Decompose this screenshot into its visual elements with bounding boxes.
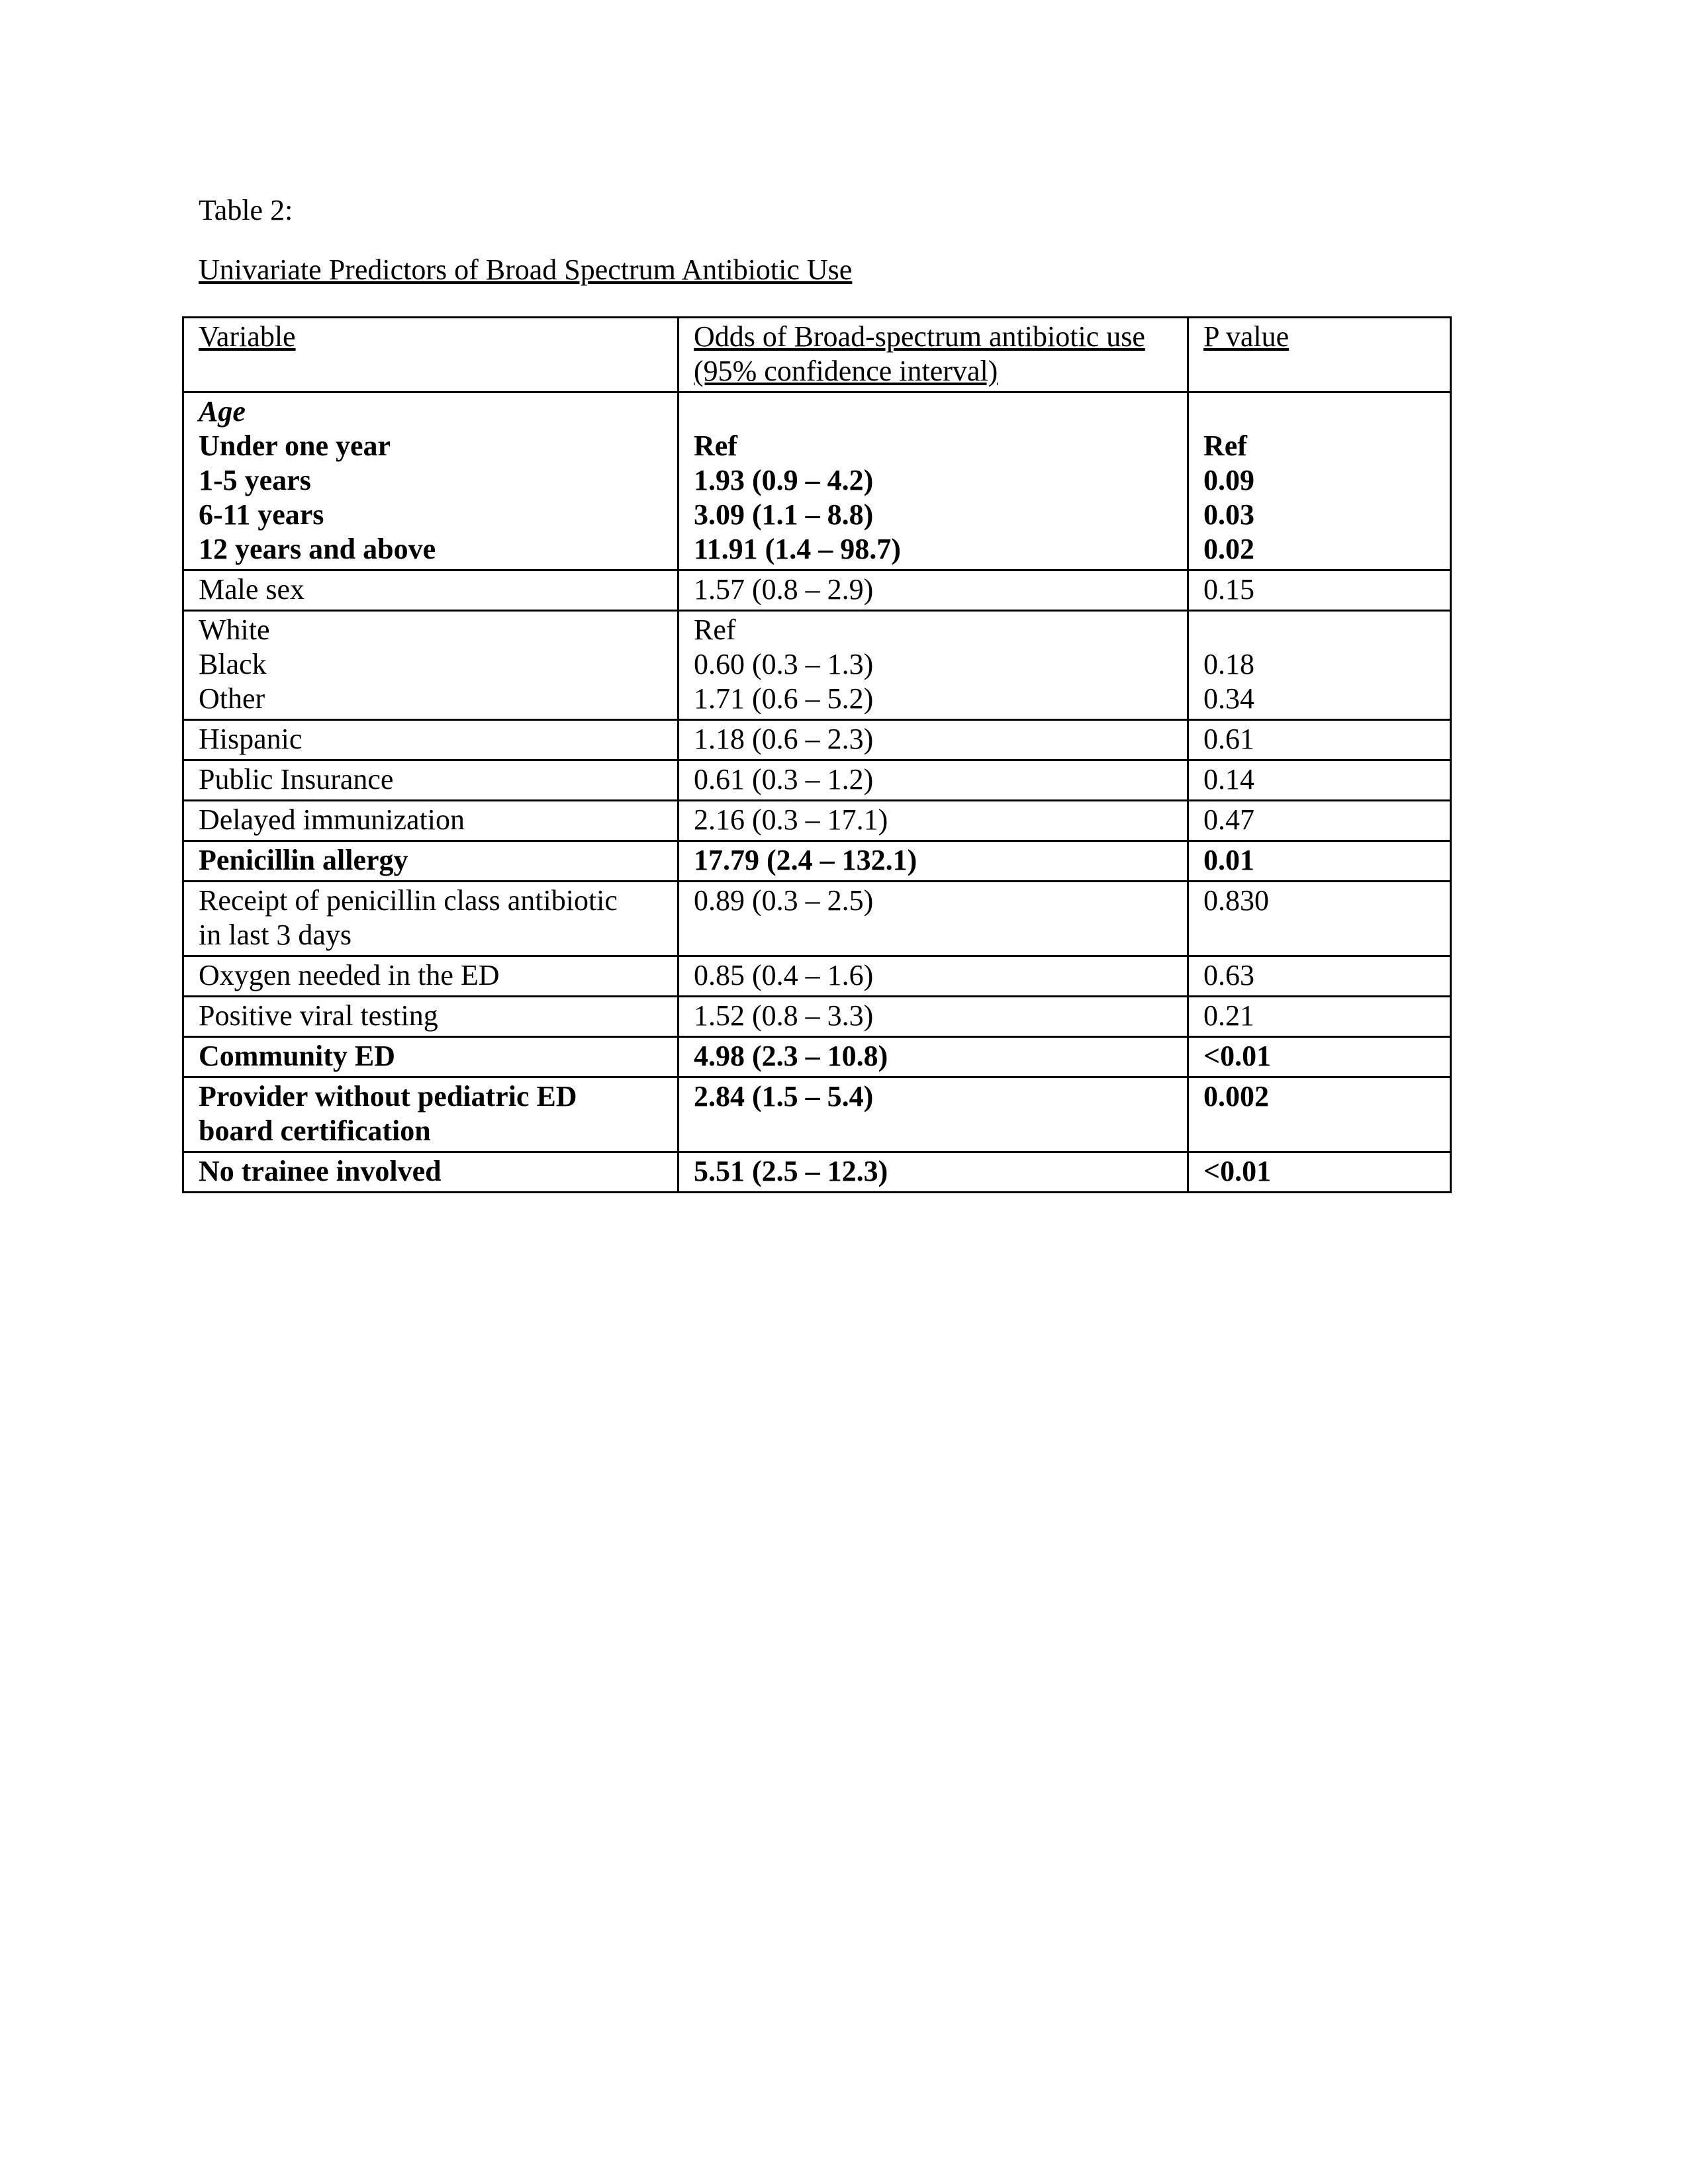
cell-variable-line: Penicillin allergy: [199, 844, 408, 876]
header-odds-line2: (95% confidence interval): [694, 355, 998, 387]
cell-variable: [183, 841, 679, 882]
cell-odds-line: 0.61 (0.3 – 1.2): [694, 763, 874, 796]
table-row: [183, 841, 1451, 882]
cell-variable-line: 12 years and above: [199, 533, 436, 565]
cell-p-value-line: Ref: [1203, 430, 1247, 462]
cell-variable: [183, 1152, 679, 1193]
cell-odds-line: 1.71 (0.6 – 5.2): [694, 682, 874, 715]
cell-odds-line: 17.79 (2.4 – 132.1): [694, 844, 917, 876]
cell-odds-line: 3.09 (1.1 – 8.8): [694, 498, 874, 531]
header-p-value-label: P value: [1203, 320, 1289, 353]
cell-variable-line: Hispanic: [199, 723, 303, 755]
cell-p-value-line: 0.14: [1203, 763, 1254, 796]
cell-odds-line: 11.91 (1.4 – 98.7): [694, 533, 901, 565]
cell-odds-line: 1.57 (0.8 – 2.9): [694, 573, 874, 606]
table-row: [183, 1152, 1451, 1193]
cell-p-value: [1188, 956, 1451, 997]
cell-odds-line: 1.18 (0.6 – 2.3): [694, 723, 874, 755]
cell-variable-line: in last 3 days: [199, 919, 352, 951]
table-row: [183, 882, 1451, 956]
cell-variable-line: Oxygen needed in the ED: [199, 959, 500, 991]
cell-variable-line: No trainee involved: [199, 1155, 442, 1187]
cell-p-value-line: 0.15: [1203, 573, 1254, 606]
predictors-table: [182, 316, 1452, 1193]
cell-variable: [183, 611, 679, 720]
cell-variable-line: Delayed immunization: [199, 803, 465, 836]
cell-odds-line: 5.51 (2.5 – 12.3): [694, 1155, 888, 1187]
cell-odds: [679, 801, 1188, 841]
cell-odds: [679, 570, 1188, 611]
cell-p-value-line: 0.47: [1203, 803, 1254, 836]
cell-variable-line: Male sex: [199, 573, 305, 606]
header-variable-label: Variable: [199, 320, 296, 353]
cell-odds-line: [694, 918, 1172, 952]
cell-variable: [183, 570, 679, 611]
cell-p-value: [1188, 882, 1451, 956]
cell-variable-line: 1-5 years: [199, 464, 311, 496]
cell-odds: [679, 841, 1188, 882]
cell-odds-line: Ref: [694, 614, 736, 646]
cell-variable: [183, 997, 679, 1037]
cell-odds-line: Ref: [694, 430, 737, 462]
cell-odds: [679, 956, 1188, 997]
cell-odds-line: 0.89 (0.3 – 2.5): [694, 884, 874, 917]
table-row: [183, 997, 1451, 1037]
cell-p-value-line: 0.21: [1203, 999, 1254, 1032]
cell-variable-line: 6-11 years: [199, 498, 324, 531]
cell-variable-line: Other: [199, 682, 265, 715]
cell-p-value-line: 0.61: [1203, 723, 1254, 755]
cell-odds-line: 1.93 (0.9 – 4.2): [694, 464, 874, 496]
cell-variable: [183, 392, 679, 570]
cell-variable: [183, 720, 679, 760]
cell-odds-line: 2.84 (1.5 – 5.4): [694, 1080, 874, 1113]
cell-odds: [679, 760, 1188, 801]
table-row: [183, 801, 1451, 841]
cell-p-value-line: 0.09: [1203, 464, 1254, 496]
table-row: [183, 570, 1451, 611]
cell-variable-line: Age: [199, 395, 246, 428]
cell-variable-line: board certification: [199, 1115, 431, 1147]
cell-variable-line: Positive viral testing: [199, 999, 438, 1032]
cell-p-value: [1188, 1037, 1451, 1077]
cell-p-value: [1188, 720, 1451, 760]
cell-variable-line: White: [199, 614, 270, 646]
cell-odds-line: [694, 1114, 1172, 1148]
cell-p-value: [1188, 611, 1451, 720]
cell-p-value-line: 0.34: [1203, 682, 1254, 715]
cell-variable-line: Black: [199, 648, 267, 680]
cell-p-value-line: 0.01: [1203, 844, 1254, 876]
cell-odds-line: 0.85 (0.4 – 1.6): [694, 959, 874, 991]
cell-odds: [679, 1152, 1188, 1193]
cell-p-value-line: [1203, 613, 1435, 647]
cell-p-value: [1188, 1077, 1451, 1152]
cell-odds-line: 4.98 (2.3 – 10.8): [694, 1040, 888, 1072]
cell-p-value: [1188, 392, 1451, 570]
cell-variable: [183, 1077, 679, 1152]
table-row: [183, 956, 1451, 997]
cell-variable-line: Community ED: [199, 1040, 396, 1072]
cell-odds-line: [694, 394, 1172, 429]
cell-p-value-line: [1203, 1114, 1435, 1148]
cell-odds: [679, 720, 1188, 760]
header-odds: [679, 318, 1188, 392]
cell-odds: [679, 611, 1188, 720]
cell-p-value-line: <0.01: [1203, 1040, 1272, 1072]
table-row: [183, 611, 1451, 720]
table-title: Univariate Predictors of Broad Spectrum Antibiotic Use: [199, 253, 853, 286]
cell-odds: [679, 882, 1188, 956]
cell-p-value: [1188, 760, 1451, 801]
cell-p-value-line: 0.002: [1203, 1080, 1269, 1113]
cell-odds: [679, 1037, 1188, 1077]
cell-p-value: [1188, 570, 1451, 611]
cell-odds-line: 0.60 (0.3 – 1.3): [694, 648, 874, 680]
cell-variable: [183, 801, 679, 841]
cell-variable: [183, 760, 679, 801]
cell-variable: [183, 1037, 679, 1077]
table-header-row: [183, 318, 1451, 392]
cell-p-value: [1188, 801, 1451, 841]
cell-odds-line: 2.16 (0.3 – 17.1): [694, 803, 888, 836]
cell-p-value-line: [1203, 918, 1435, 952]
table-body: [183, 392, 1451, 1193]
table-row: [183, 1037, 1451, 1077]
table-row: [183, 1077, 1451, 1152]
cell-variable: [183, 956, 679, 997]
cell-odds: [679, 392, 1188, 570]
cell-p-value: [1188, 997, 1451, 1037]
header-p-value: [1188, 318, 1451, 392]
cell-p-value-line: 0.18: [1203, 648, 1254, 680]
cell-p-value-line: 0.03: [1203, 498, 1254, 531]
cell-p-value: [1188, 841, 1451, 882]
cell-p-value-line: 0.830: [1203, 884, 1269, 917]
cell-variable-line: Public Insurance: [199, 763, 394, 796]
table-caption: Table 2:: [199, 194, 293, 226]
cell-variable-line: Under one year: [199, 430, 391, 462]
cell-odds: [679, 1077, 1188, 1152]
header-odds-line1: Odds of Broad-spectrum antibiotic use: [694, 320, 1145, 353]
cell-odds-line: 1.52 (0.8 – 3.3): [694, 999, 874, 1032]
cell-p-value-line: 0.63: [1203, 959, 1254, 991]
cell-variable: [183, 882, 679, 956]
table-row: [183, 392, 1451, 570]
cell-p-value-line: <0.01: [1203, 1155, 1272, 1187]
table-row: [183, 760, 1451, 801]
cell-odds: [679, 997, 1188, 1037]
cell-p-value-line: 0.02: [1203, 533, 1254, 565]
cell-p-value-line: [1203, 394, 1435, 429]
cell-p-value: [1188, 1152, 1451, 1193]
header-variable: [183, 318, 679, 392]
cell-variable-line: Provider without pediatric ED: [199, 1080, 577, 1113]
table-row: [183, 720, 1451, 760]
cell-variable-line: Receipt of penicillin class antibiotic: [199, 884, 618, 917]
